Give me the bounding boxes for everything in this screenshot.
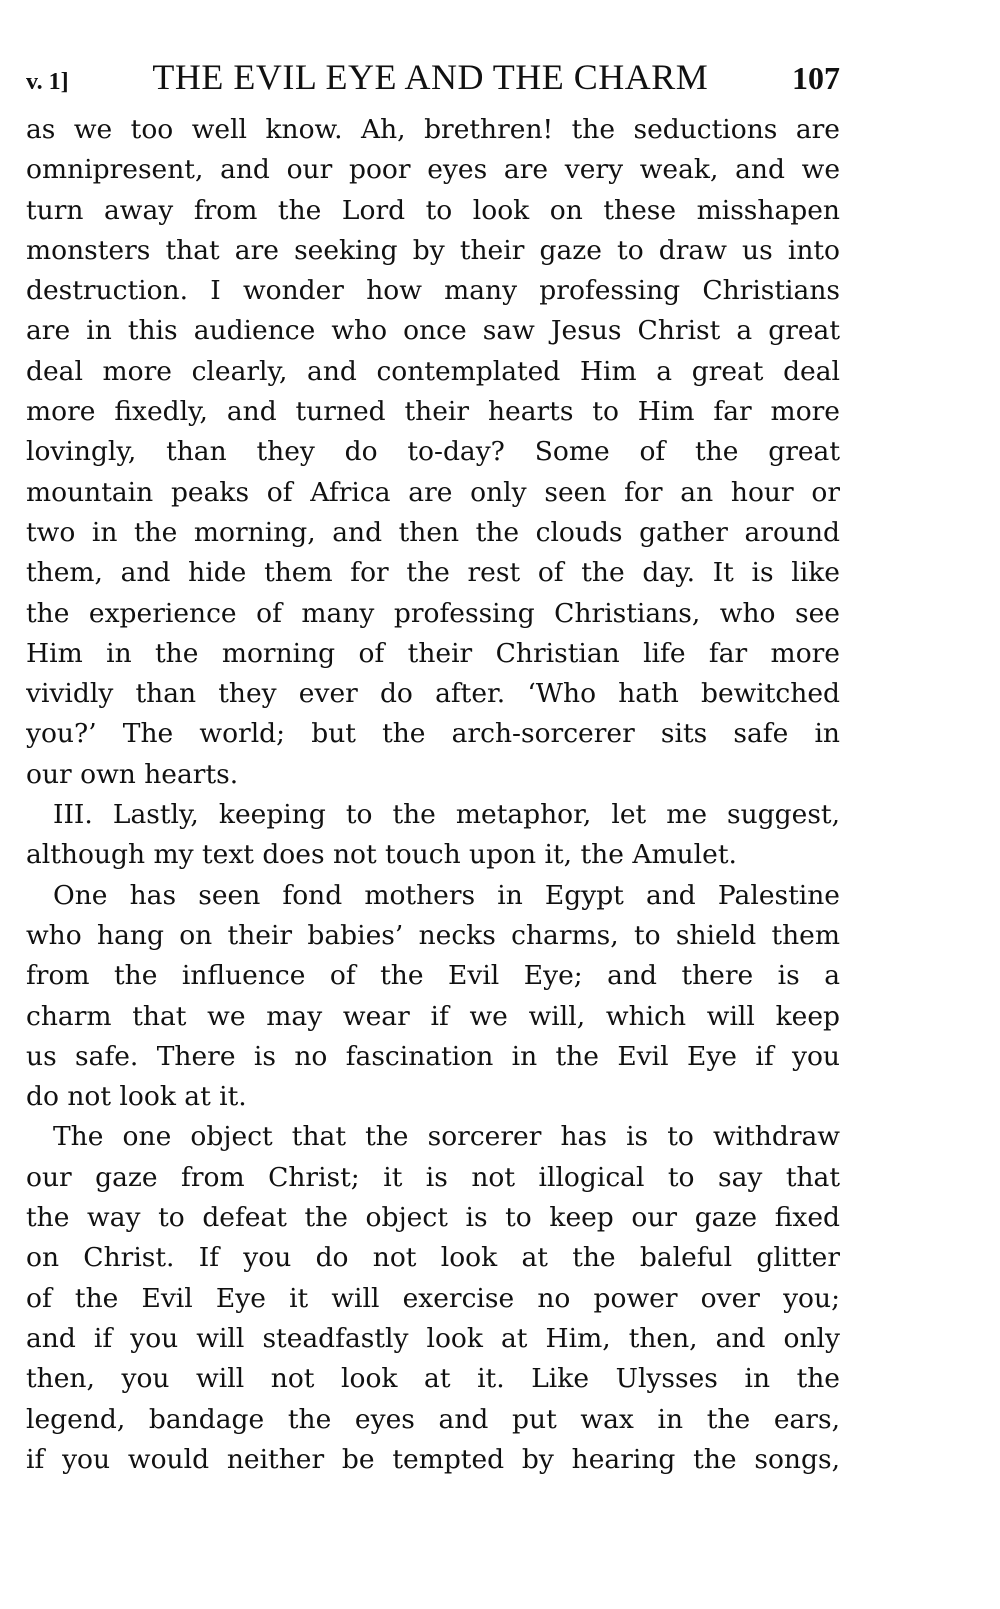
text-line: legend, bandage the eyes and put wax in the ears, [26,1403,840,1435]
page-number: 107 [792,60,840,96]
text-line: them, and hide them for the rest of the day. It is like [26,557,840,589]
text-line: and if you will steadfastly look at Him, then, and only [26,1322,840,1354]
text-line: Him in the morning of their Christian life far more [26,637,840,669]
text-line: you?’ The world; but the arch-sorcerer sits safe in [26,718,840,750]
text-line: One has seen fond mothers in Egypt and Palestine [53,879,840,911]
text-line: although my text does not touch upon it, the Amulet. [26,839,737,871]
text-line: who hang on their babies’ necks charms, to shield them [26,919,840,951]
text-line: our own hearts. [26,758,239,790]
paragraph [26,876,840,1118]
text-line: two in the morning, and then the clouds gather around [26,516,840,548]
text-line: monsters that are seeking by their gaze to draw us into [26,234,840,266]
text-line: do not look at it. [26,1081,247,1113]
text-line: the way to defeat the object is to keep our gaze fixed [26,1202,840,1234]
text-line: more fixedly, and turned their hearts to Him far more [26,396,840,428]
paragraph [26,1117,840,1480]
text-line: III. Lastly, keeping to the metaphor, let me suggest, [53,799,840,831]
text-line: mountain peaks of Africa are only seen for an hour or [26,476,840,508]
text-line: lovingly, than they do to-day? Some of the great [26,436,840,468]
book-page [26,56,840,1480]
text-line: the experience of many professing Christians, who see [26,597,840,629]
running-header [26,56,840,102]
text-line: our gaze from Christ; it is not illogical to say that [26,1161,840,1193]
text-line: us safe. There is no fascination in the Evil Eye if you [26,1040,840,1072]
text-line: on Christ. If you do not look at the baleful glitter [26,1242,840,1274]
chapter-reference: v. 1] [26,69,69,95]
paragraph [26,795,840,876]
text-line: from the influence of the Evil Eye; and there is a [26,960,840,992]
text-line: if you would neither be tempted by hearing the songs, [26,1443,840,1475]
text-line: The one object that the sorcerer has is to withdraw [53,1121,840,1153]
text-line: deal more clearly, and contemplated Him a great deal [26,355,840,387]
paragraph [26,110,840,795]
text-line: charm that we may wear if we will, which will keep [26,1000,840,1032]
body-text [26,110,840,1480]
text-line: are in this audience who once saw Jesus Christ a great [26,315,840,347]
text-line: vividly than they ever do after. ‘Who hath bewitched [26,678,840,710]
text-line: omnipresent, and our poor eyes are very weak, and we [26,154,840,186]
text-line: destruction. I wonder how many professing Christians [26,275,840,307]
text-line: then, you will not look at it. Like Ulysses in the [26,1363,840,1395]
running-title: THE EVIL EYE AND THE CHARM [152,57,709,97]
text-line: as we too well know. Ah, brethren! the seductions are [26,114,840,145]
text-line: turn away from the Lord to look on these misshapen [26,194,840,226]
text-line: of the Evil Eye it will exercise no power over you; [26,1282,840,1314]
